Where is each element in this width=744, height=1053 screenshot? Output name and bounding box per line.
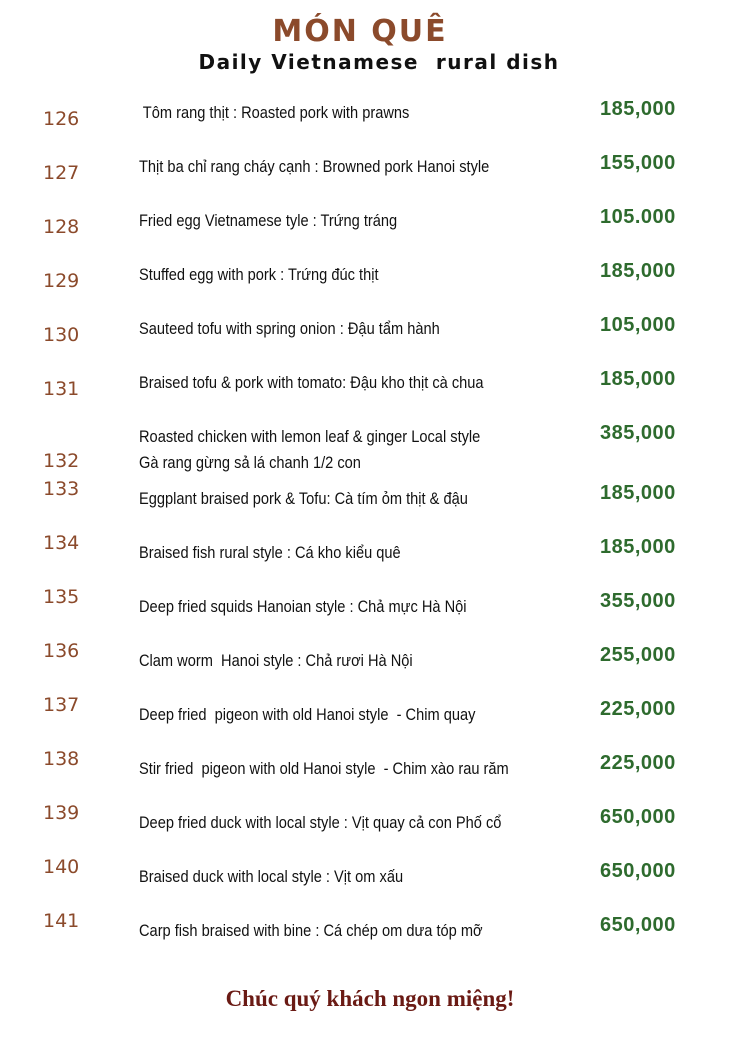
- menu-subtitle: Daily Vietnamese rural dish: [198, 50, 560, 74]
- menu-item: [0, 208, 744, 262]
- item-price: 185,000: [600, 260, 676, 282]
- item-price: 185,000: [600, 368, 676, 390]
- item-number: 133: [43, 478, 80, 500]
- item-description: [139, 370, 484, 396]
- item-description: [139, 594, 467, 620]
- menu-item: [0, 586, 744, 640]
- item-number: 126: [43, 108, 80, 130]
- item-price: 185,000: [600, 98, 676, 120]
- item-price: 185,000: [600, 482, 676, 504]
- item-price: 385,000: [600, 422, 676, 444]
- item-description-line: Deep fried pigeon with old Hanoi style - Chim quay: [139, 705, 476, 724]
- item-number: 136: [43, 640, 80, 662]
- menu-item: [0, 802, 744, 856]
- item-number: 134: [43, 532, 80, 554]
- item-description: [139, 262, 379, 288]
- item-number: 129: [43, 270, 80, 292]
- item-price: 650,000: [600, 806, 676, 828]
- menu-item: [0, 154, 744, 208]
- item-description-line: Sauteed tofu with spring onion : Đậu tẩm hành: [139, 319, 440, 338]
- item-description: [139, 208, 397, 234]
- item-description-line: Braised duck with local style : Vịt om xấu: [139, 867, 404, 886]
- item-price: 185,000: [600, 536, 676, 558]
- menu-item: [0, 262, 744, 316]
- item-description-line: Eggplant braised pork & Tofu: Cà tím ỏm thịt & đậu: [139, 489, 468, 508]
- menu-item: [0, 424, 744, 478]
- item-number: 127: [43, 162, 80, 184]
- item-description: [139, 810, 501, 836]
- item-number: 128: [43, 216, 80, 238]
- item-description-line: Braised tofu & pork with tomato: Đậu kho thịt cà chua: [139, 373, 484, 392]
- item-price: 650,000: [600, 860, 676, 882]
- item-description: [139, 424, 480, 476]
- menu-item: [0, 478, 744, 532]
- item-description: [139, 100, 409, 126]
- menu-title: MÓN QUÊ: [272, 14, 448, 49]
- menu-item: [0, 532, 744, 586]
- item-price: 105,000: [600, 314, 676, 336]
- item-number: 130: [43, 324, 80, 346]
- item-price: 255,000: [600, 644, 676, 666]
- item-number: 135: [43, 586, 80, 608]
- item-number: 137: [43, 694, 80, 716]
- item-description-line: Thịt ba chỉ rang cháy cạnh : Browned pork Hanoi style: [139, 157, 490, 176]
- item-description-line: Roasted chicken with lemon leaf & ginger Local style: [139, 427, 481, 446]
- menu-item: [0, 748, 744, 802]
- item-price: 650,000: [600, 914, 676, 936]
- item-description: [139, 918, 483, 944]
- item-description-line: Stir fried pigeon with old Hanoi style - Chim xào rau răm: [139, 759, 509, 778]
- item-number: 139: [43, 802, 80, 824]
- item-price: 105.000: [600, 206, 676, 228]
- item-description-line: Gà rang gừng sả lá chanh 1/2 con: [139, 453, 361, 472]
- item-description: [139, 316, 440, 342]
- item-number: 131: [43, 378, 80, 400]
- item-number: 132: [43, 450, 80, 472]
- item-description: [139, 864, 403, 890]
- item-description: [139, 154, 489, 180]
- item-description: [139, 702, 475, 728]
- item-price: 225,000: [600, 752, 676, 774]
- menu-item: [0, 856, 744, 910]
- item-description-line: Stuffed egg with pork : Trứng đúc thịt: [139, 265, 379, 284]
- item-description: [139, 540, 401, 566]
- item-description-line: Carp fish braised with bine : Cá chép om dưa tóp mỡ: [139, 921, 483, 940]
- menu-item: [0, 370, 744, 424]
- item-description-line: Clam worm Hanoi style : Chả rươi Hà Nội: [139, 651, 413, 670]
- menu-item: [0, 694, 744, 748]
- closing-greeting: Chúc quý khách ngon miệng!: [225, 986, 515, 1011]
- item-description-line: Deep fried squids Hanoian style : Chả mực Hà Nội: [139, 597, 467, 616]
- item-description: [139, 486, 468, 512]
- menu-item: [0, 316, 744, 370]
- item-price: 155,000: [600, 152, 676, 174]
- menu-item: [0, 910, 744, 964]
- item-number: 138: [43, 748, 80, 770]
- item-description-line: Braised fish rural style : Cá kho kiểu quê: [139, 543, 401, 562]
- item-number: 141: [43, 910, 80, 932]
- item-number: 140: [43, 856, 80, 878]
- item-description: [139, 648, 413, 674]
- menu-item: [0, 640, 744, 694]
- menu-item: [0, 100, 744, 154]
- item-description-line: Deep fried duck with local style : Vịt quay cả con Phố cổ: [139, 813, 502, 832]
- item-price: 355,000: [600, 590, 676, 612]
- item-description-line: Fried egg Vietnamese tyle : Trứng tráng: [139, 211, 398, 230]
- item-description: [139, 756, 509, 782]
- item-price: 225,000: [600, 698, 676, 720]
- item-description-line: Tôm rang thịt : Roasted pork with prawns: [139, 103, 410, 122]
